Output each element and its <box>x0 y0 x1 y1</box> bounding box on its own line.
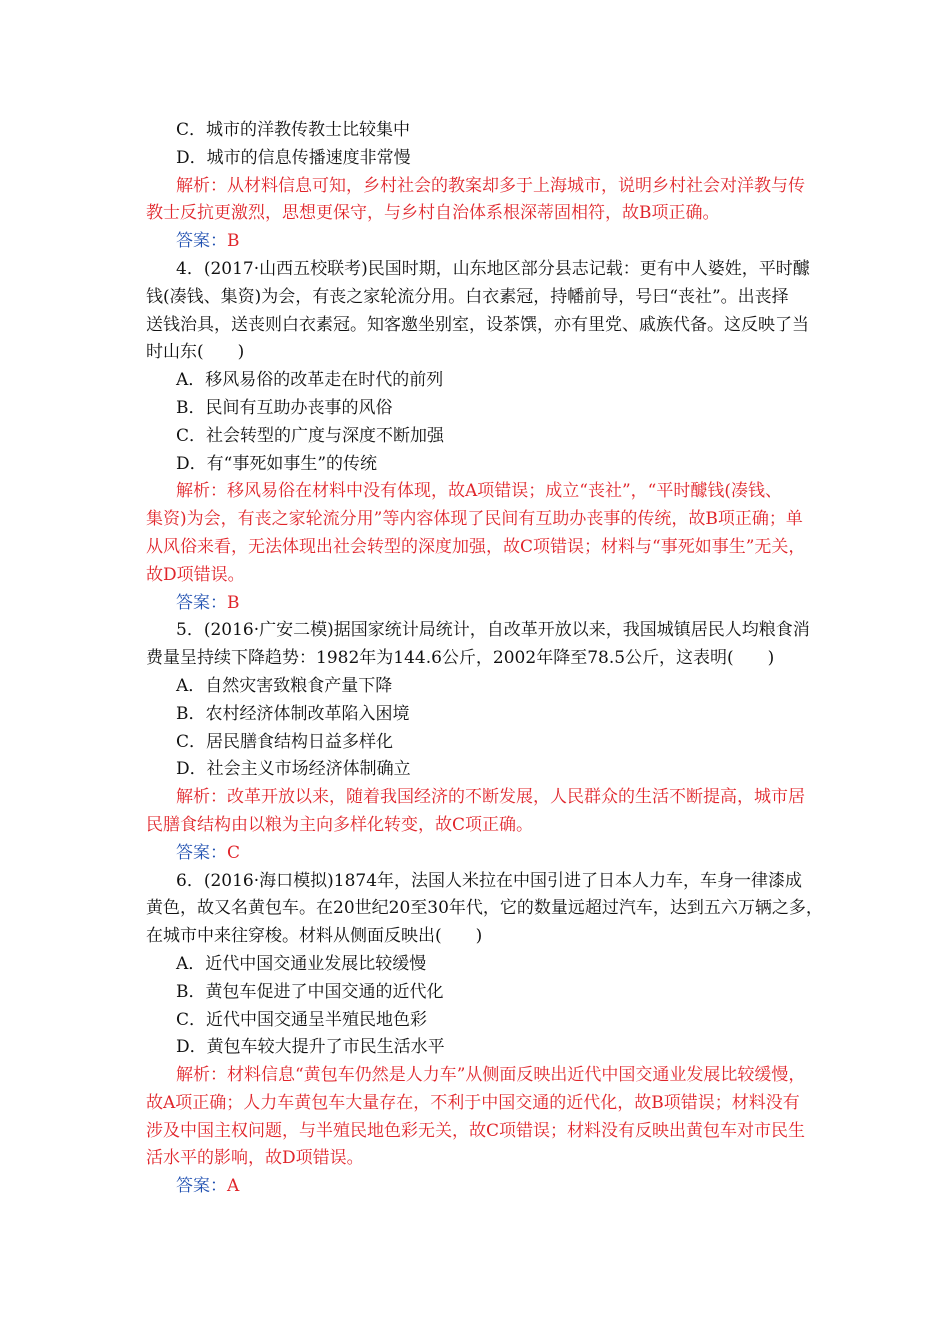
question-6 <box>146 868 823 1202</box>
option-d: D．黄包车较大提升了市民生活水平 <box>176 1037 445 1058</box>
analysis-label: 解析： <box>176 481 227 502</box>
option-d: D．城市的信息传播速度非常慢 <box>176 147 411 168</box>
option-c: C．近代中国交通呈半殖民地色彩 <box>176 1009 428 1030</box>
question-5 <box>146 617 814 867</box>
analysis-label: 解析： <box>176 787 227 808</box>
analysis-label: 解析： <box>176 1065 227 1086</box>
option-c: C．社会转型的广度与深度不断加强 <box>176 425 445 446</box>
analysis-line: 集资)为会，有丧之家轮流分用”等内容体现了民间有互助办丧事的传统，故B项正确；单 <box>146 509 803 530</box>
option-a: A．近代中国交通业发展比较缓慢 <box>176 953 427 974</box>
answer-label: 答案： <box>176 1176 227 1197</box>
answer-value: C <box>227 842 241 863</box>
question-stem: 5．(2016·广安二模)据国家统计局统计，自改革开放以来，我国城镇居民人均粮食消 <box>176 620 810 641</box>
question-stem: 6．(2016·海口模拟)1874年，法国人米拉在中国引进了日本人力车，车身一律漆成 <box>176 870 803 891</box>
analysis-line <box>146 478 814 506</box>
question-stem: 费量呈持续下降趋势：1982年为144.6公斤，2002年降至78.5公斤，这表明( ) <box>146 648 775 669</box>
option-b: B．黄包车促进了中国交通的近代化 <box>176 981 444 1002</box>
question-4 <box>146 256 814 617</box>
analysis-text: 移风易俗在材料中没有体现，故A项错误；成立“丧社”，“平时醵钱(凑钱、 <box>227 481 782 502</box>
option-b: B．民间有互助办丧事的风俗 <box>176 397 393 418</box>
option-c: C．城市的洋教传教士比较集中 <box>176 120 411 140</box>
analysis-line: 活水平的影响，故D项错误。 <box>146 1148 364 1169</box>
analysis-label: 解析： <box>176 175 227 196</box>
option-d: D．社会主义市场经济体制确立 <box>176 759 411 780</box>
analysis-line <box>146 173 814 201</box>
analysis-text: 改革开放以来，随着我国经济的不断发展，人民群众的生活不断提高，城市居 <box>227 787 805 808</box>
option-c: C．居民膳食结构日益多样化 <box>176 731 394 752</box>
answer-value: B <box>227 592 240 613</box>
option-a: A．自然灾害致粮食产量下降 <box>176 675 393 696</box>
answer-label: 答案： <box>176 231 227 252</box>
answer-label: 答案： <box>176 842 227 863</box>
document-content <box>146 117 823 1201</box>
question-3-tail <box>146 117 814 256</box>
analysis-line: 民膳食结构由以粮为主向多样化转变，故C项正确。 <box>146 814 534 835</box>
analysis-line: 教士反抗更激烈，思想更保守，与乡村自治体系根深蒂固相符，故B项正确。 <box>146 203 720 224</box>
analysis-line <box>146 1062 814 1090</box>
question-stem: 送钱治具，送丧则白衣素冠。知客邀坐别室，设茶馔，亦有里党、戚族代备。这反映了当 <box>146 314 809 335</box>
question-stem: 4．(2017·山西五校联考)民国时期，山东地区部分县志记载：更有中人婆姓，平时醵 <box>176 258 810 279</box>
question-stem: 时山东( ) <box>146 342 245 363</box>
analysis-text: 从材料信息可知，乡村社会的教案却多于上海城市，说明乡村社会对洋教与传 <box>227 175 805 196</box>
answer-value: B <box>227 231 240 252</box>
question-stem: 在城市中来往穿梭。材料从侧面反映出( ) <box>146 926 483 947</box>
analysis-line: 故A项正确；人力车黄包车大量存在，不利于中国交通的近代化，故B项错误；材料没有 <box>146 1092 800 1113</box>
analysis-line: 故D项错误。 <box>146 564 245 585</box>
option-a: A．移风易俗的改革走在时代的前列 <box>176 370 444 391</box>
question-stem: 钱(凑钱、集资)为会，有丧之家轮流分用。白衣素冠，持幡前导，号曰“丧社”。出丧择 <box>146 286 789 307</box>
analysis-line: 涉及中国主权问题，与半殖民地色彩无关，故C项错误；材料没有反映出黄包车对市民生 <box>146 1120 806 1141</box>
answer-line <box>146 840 814 868</box>
answer-line <box>146 228 814 256</box>
option-d: D．有“事死如事生”的传统 <box>176 453 378 474</box>
analysis-line: 从风俗来看，无法体现出社会转型的深度加强，故C项错误；材料与“事死如事生”无关， <box>146 536 806 557</box>
option-b: B．农村经济体制改革陷入困境 <box>176 703 410 724</box>
question-stem: 黄色，故又名黄包车。在20世纪20至30年代，它的数量远超过汽车，达到五六万辆之多， <box>146 898 823 919</box>
analysis-line <box>146 784 814 812</box>
answer-line <box>146 590 814 618</box>
answer-label: 答案： <box>176 592 227 613</box>
answer-line <box>146 1173 814 1201</box>
answer-value: A <box>227 1176 240 1197</box>
analysis-text: 材料信息“黄包车仍然是人力车”从侧面反映出近代中国交通业发展比较缓慢， <box>227 1065 806 1086</box>
